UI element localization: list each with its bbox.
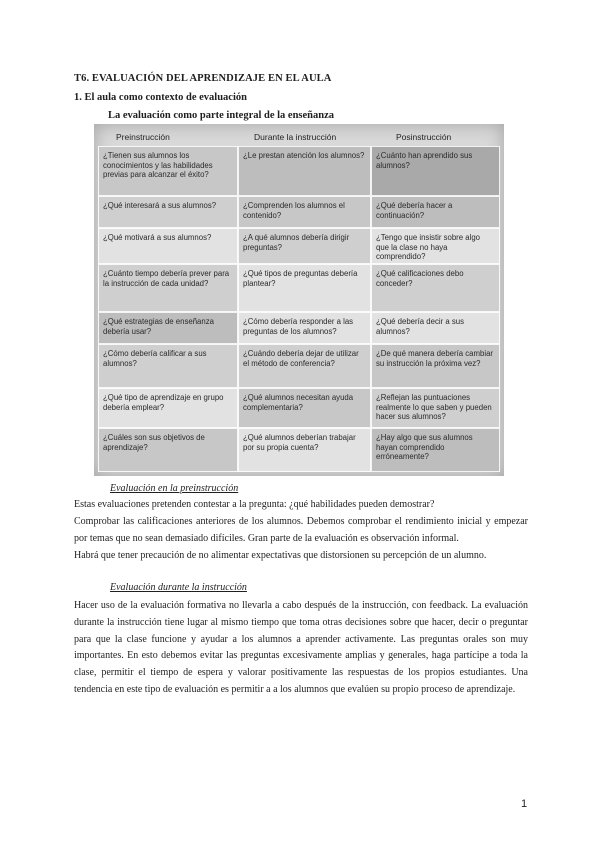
table-cell: ¿Qué debería hacer a continuación? xyxy=(371,196,500,228)
paragraph: Estas evaluaciones pretenden contestar a la pregunta: ¿qué habilidades pueden demostrar? xyxy=(74,499,435,510)
table-cell: ¿Qué tipos de preguntas debería plantear? xyxy=(238,264,371,312)
header-durante: Durante la instrucción xyxy=(254,132,337,142)
table-cell: ¿A qué alumnos debería dirigir preguntas? xyxy=(238,228,371,264)
table-cell: ¿Qué tipo de aprendizaje en grupo debería emplear? xyxy=(98,388,238,428)
table-photo xyxy=(94,124,504,476)
subsection-heading-preinstruccion: Evaluación en la preinstrucción xyxy=(110,483,239,494)
table-cell: ¿Le prestan atención los alumnos? xyxy=(238,146,371,196)
table-cell: ¿Tienen sus alumnos los conocimientos y las habilidades previas para alcanzar el éxito? xyxy=(98,146,238,196)
table-cell: ¿Comprenden los alumnos el contenido? xyxy=(238,196,371,228)
page-number: 1 xyxy=(521,798,528,810)
table-grid xyxy=(98,146,500,472)
header-posinstruccion: Posinstrucción xyxy=(396,132,452,142)
paragraph: Comprobar las calificaciones anteriores de los alumnos. Debemos comprobar el rendimiento inicial y empezar por temas que no sean demasiado difíciles. Gran parte de la evaluación es observación informal. xyxy=(74,516,528,544)
table-cell: ¿Tengo que insistir sobre algo que la clase no haya comprendido? xyxy=(371,228,500,264)
table-cell: ¿Qué motivará a sus alumnos? xyxy=(98,228,238,264)
table-cell: ¿Cómo debería calificar a sus alumnos? xyxy=(98,344,238,388)
table-cell: ¿Qué interesará a sus alumnos? xyxy=(98,196,238,228)
table-cell: ¿Cuándo debería dejar de utilizar el método de conferencia? xyxy=(238,344,371,388)
section-heading: 1. El aula como contexto de evaluación xyxy=(74,92,247,103)
table-cell: ¿Cuánto han aprendido sus alumnos? xyxy=(371,146,500,196)
table-cell: ¿Qué alumnos necesitan ayuda complementaria? xyxy=(238,388,371,428)
table-cell: ¿Qué debería decir a sus alumnos? xyxy=(371,312,500,344)
table-cell: ¿Reflejan las puntuaciones realmente lo que saben y pueden hacer sus alumnos? xyxy=(371,388,500,428)
table-cell: ¿Qué calificaciones debo conceder? xyxy=(371,264,500,312)
paragraph: Hacer uso de la evaluación formativa no llevarla a cabo después de la instrucción, con feedback. La evaluación durante la instrucción tiene lugar al mismo tiempo que toma otras decisiones sobre que hacer, decir o preguntar para que la clase funcione y ayudar a los alumnos a aprender activamente. Las preguntas orales son muy importantes. En esto debemos evitar las preguntas excesivamente amplias y generales, haga partícipe a toda la clase, permitir el tiempo de espera y valorar positivamente las respuestas de los propios estudiantes. Una tendencia en este tipo de evaluación es permitir a a los alumnos que evalúen su propio proceso de aprendizaje. xyxy=(74,600,528,695)
page-title: T6. EVALUACIÓN DEL APRENDIZAJE EN EL AULA xyxy=(74,73,332,84)
subsection-heading-durante: Evaluación durante la instrucción xyxy=(110,582,247,593)
table-cell: ¿Cuáles son sus objetivos de aprendizaje? xyxy=(98,428,238,472)
table-cell: ¿De qué manera debería cambiar su instrucción la próxima vez? xyxy=(371,344,500,388)
table-cell: ¿Qué alumnos deberían trabajar por su propia cuenta? xyxy=(238,428,371,472)
header-preinstruccion: Preinstrucción xyxy=(116,132,170,142)
table-cell: ¿Cómo debería responder a las preguntas de los alumnos? xyxy=(238,312,371,344)
paragraph: Habrá que tener precaución de no alimentar expectativas que distorsionen su percepción de un alumno. xyxy=(74,550,487,561)
table-header xyxy=(94,128,504,146)
table-cell: ¿Hay algo que sus alumnos hayan comprendido erróneamente? xyxy=(371,428,500,472)
figure-caption: La evaluación como parte integral de la enseñanza xyxy=(108,110,335,121)
table-cell: ¿Cuánto tiempo debería prever para la instrucción de cada unidad? xyxy=(98,264,238,312)
table-cell: ¿Qué estrategias de enseñanza debería usar? xyxy=(98,312,238,344)
